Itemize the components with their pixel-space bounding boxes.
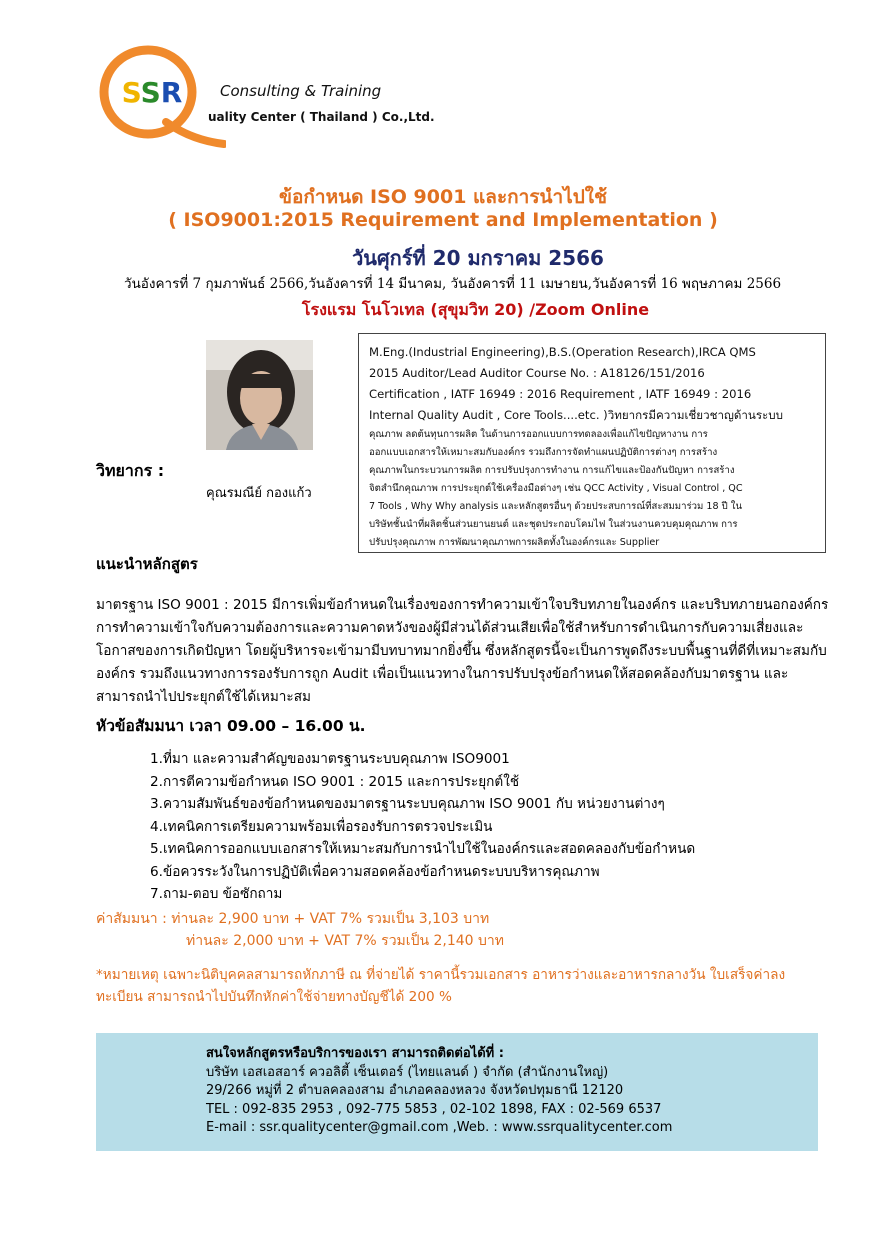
contact-company: บริษัท เอสเอสอาร์ ควอลิตี้ เซ็นเตอร์ (ไทยแลนด์ ) จำกัด (สำนักงานใหญ่) <box>206 1064 609 1080</box>
company-logo <box>96 40 226 150</box>
contact-address: 29/266 หมู่ที่ 2 ตำบลคลองสาม อำเภอคลองหลวง จังหวัดปทุมธานี 12120 <box>206 1083 624 1098</box>
bio-line: จิตสำนึกคุณภาพ การประยุกต์ใช้เครื่องมือต่างๆ เช่น QCC Activity , Visual Control , QC <box>369 483 743 494</box>
course-title-thai: ข้อกำหนด ISO 9001 และการนำไปใช้ <box>279 186 607 208</box>
fee-line-2: ท่านละ 2,000 บาท + VAT 7% รวมเป็น 2,140 บาท <box>186 933 504 949</box>
course-title-english: ( ISO9001:2015 Requirement and Implementation ) <box>168 209 718 231</box>
topic-item: 6.ข้อควรระวังในการปฏิบัติเพื่อความสอดคล้องข้อกำหนดระบบบริหารคุณภาพ <box>150 863 600 880</box>
note: *หมายเหตุ เฉพาะนิติบุคคลสามารถหักภาษี ณ ที่จ่ายได้ ราคานี้รวมเอกสาร อาหารว่างและอาหารกลางวัน ใบเสร็จค่าลงทะเบียน สามารถนำไปบันทึกหักค่าใช้จ่ายทางบัญชีได้ 200 % <box>96 967 786 1005</box>
speaker-photo <box>206 340 313 450</box>
main-date: วันศุกร์ที่ 20 มกราคม 2566 <box>352 246 604 270</box>
intro-body: มาตรฐาน ISO 9001 : 2015 มีการเพิ่มข้อกำหนดในเรื่องของการทำความเข้าใจบริบทภายในองค์กร และบริบทภายนอกองค์กร การทำความเข้าใจกับความต้องการและความคาดหวังของผู้มีส่วนได้ส่วนเสียเพื่อใช้สำหรับการดำเนินการกับความเสี่ยงและโอกาสของการเกิดปัญหา โดยผู้บริหารจะเข้ามามีบทบาทมากยิ่งขึ้น ซึ่งหลักสูตรนี้จะเป็นการพูดถึงระบบพื้นฐานที่ดีที่เหมาะสมกับองค์กร รวมถึงแนวทางการรองรับการถูก Audit เพื่อเป็นแนวทางในการปรับปรุงข้อกำหนดให้สอดคล้องกับมาตรฐาน และสามารถนำไปประยุกต์ใช้ได้เหมาะสม <box>96 597 829 705</box>
speaker-label: วิทยากร : <box>96 461 165 480</box>
bio-line: 7 Tools , Why Why analysis และหลักสูตรอื่นๆ ด้วยประสบการณ์ที่สะสมมาร่วม 18 ปี ใน <box>369 501 743 512</box>
bio-line: บริษัทชั้นนำที่ผลิตชิ้นส่วนยานยนต์ และชุดประกอบโคมไฟ ในส่วนงานควบคุมคุณภาพ การ <box>369 519 738 530</box>
contact-phone: TEL : 092-835 2953 , 092-775 5853 , 02-102 1898, FAX : 02-569 6537 <box>206 1101 662 1117</box>
fee-line-1: ค่าสัมมนา : ท่านละ 2,900 บาท + VAT 7% รวมเป็น 3,103 บาท <box>96 911 490 927</box>
contact-email: E-mail : ssr.qualitycenter@gmail.com ,Web. : www.ssrqualitycenter.com <box>206 1120 673 1135</box>
topic-item: 5.เทคนิคการออกแบบเอกสารให้เหมาะสมกับการนำไปใช้ในองค์กรและสอดคลองกับข้อกำหนด <box>150 841 696 857</box>
bio-line: คุณภาพ ลดต้นทุนการผลิต ในด้านการออกแบบการทดลองเพื่อแก้ไขปัญหางาน การ <box>369 429 708 440</box>
bio-line: ปรับปรุงคุณภาพ การพัฒนาคุณภาพการผลิตทั้งในองค์กรและ Supplier <box>369 537 660 548</box>
contact-heading: สนใจหลักสูตรหรือบริการของเรา สามารถติดต่อได้ที่ : <box>206 1046 504 1061</box>
topic-item: 7.ถาม-ตอบ ข้อซักถาม <box>150 886 283 902</box>
speaker-name: คุณรมณีย์ กองแก้ว <box>206 486 312 501</box>
speaker-bio-box <box>358 333 826 553</box>
bio-line: 2015 Auditor/Lead Auditor Course No. : A18126/151/2016 <box>369 366 705 380</box>
seminar-heading: หัวข้อสัมมนา เวลา 09.00 – 16.00 น. <box>96 717 366 735</box>
topic-item: 1.ที่มา และความสำคัญของมาตรฐานระบบคุณภาพ ISO9001 <box>150 751 510 767</box>
other-dates: วันอังคารที่ 7 กุมภาพันธ์ 2566,วันอังคารที่ 14 มีนาคม, วันอังคารที่ 11 เมษายน,วันอังคารที่ 16 พฤษภาคม 2566 <box>124 276 782 292</box>
intro-heading: แนะนำหลักสูตร <box>96 555 198 573</box>
logo-company: uality Center ( Thailand ) Co.,Ltd. <box>208 110 435 124</box>
logo-tagline: Consulting & Training <box>220 82 382 100</box>
topic-item: 2.การตีความข้อกำหนด ISO 9001 : 2015 และการประยุกต์ใช้ <box>150 773 520 790</box>
topic-list <box>150 748 695 906</box>
logo-ssr-text: SSR <box>121 76 183 109</box>
venue: โรงแรม โนโวเทล (สุขุมวิท 20) /Zoom Online <box>301 300 650 319</box>
bio-line: คุณภาพในกระบวนการผลิต การปรับปรุงการทำงาน การแก้ไขและป้องกันปัญหา การสร้าง <box>369 465 735 476</box>
topic-item: 4.เทคนิคการเตรียมความพร้อมเพื่อรองรับการตรวจประเมิน <box>150 818 493 835</box>
bio-line: M.Eng.(Industrial Engineering),B.S.(Operation Research),IRCA QMS <box>369 345 756 359</box>
topic-item: 3.ความสัมพันธ์ของข้อกำหนดของมาตรฐานระบบคุณภาพ ISO 9001 กับ หน่วยงานต่างๆ <box>150 796 665 812</box>
bio-line: Internal Quality Audit , Core Tools....etc. )วิทยากรมีความเชี่ยวชาญด้านระบบ <box>369 408 783 422</box>
bio-line: Certification , IATF 16949 : 2016 Requirement , IATF 16949 : 2016 <box>369 387 752 401</box>
contact-info <box>206 1045 672 1138</box>
bio-line: ออกแบบเอกสารให้เหมาะสมกับองค์กร รวมถึงการจัดทำแผนปฏิบัติการต่างๆ การสร้าง <box>369 447 718 458</box>
